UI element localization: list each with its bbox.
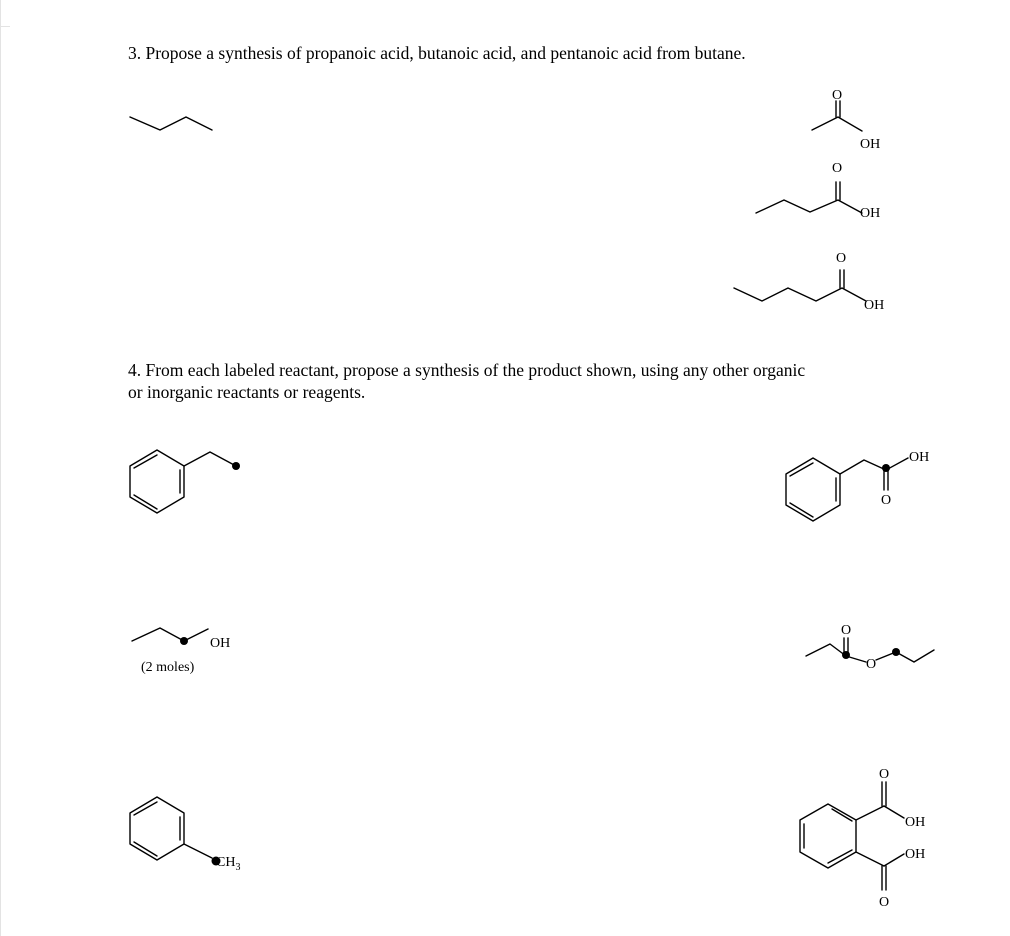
lower-carbonyl-o-label: O — [879, 895, 890, 910]
labeled-carbon-dot — [882, 464, 890, 472]
butanoic-acid-structure — [756, 161, 880, 221]
question-4-line-2: or inorganic reactants or reagents. — [128, 382, 366, 402]
ester-oxygen-label: O — [866, 657, 877, 672]
propanol-reactant — [132, 628, 230, 675]
upper-carbonyl-o-label: O — [879, 767, 890, 782]
upper-oh-label: OH — [905, 815, 926, 830]
methyl-label: $CH_3$ — [216, 855, 241, 873]
phthalic-acid-product — [800, 767, 925, 910]
labeled-carbon-dot — [180, 637, 188, 645]
phenylbutanoic-acid-product — [786, 450, 929, 521]
propyl-propanoate-product — [806, 623, 934, 672]
propanoic-carbonyl-o-label: O — [832, 88, 843, 103]
reactant-oh-label: OH — [210, 636, 231, 651]
pentanoic-oh-label: OH — [864, 298, 885, 313]
toluene-reactant — [130, 797, 240, 873]
lower-oh-label: OH — [905, 847, 926, 862]
propanoic-oh-label: OH — [860, 137, 881, 152]
product-oh-label: OH — [909, 450, 930, 465]
butane-structure — [130, 117, 212, 130]
question-3-text: 3. Propose a synthesis of propanoic acid, butanoic acid, and pentanoic acid from butane. — [128, 43, 746, 63]
ester-carbonyl-o-label: O — [841, 623, 852, 638]
labeled-carbon-dot — [842, 651, 850, 659]
pentanoic-acid-structure — [734, 251, 884, 313]
pentanoic-carbonyl-o-label: O — [836, 251, 847, 266]
propanoic-acid-structure — [812, 88, 880, 152]
labeled-carbon-dot — [232, 462, 240, 470]
question-4-line-1: 4. From each labeled reactant, propose a synthesis of the product shown, using any other organic — [128, 360, 806, 380]
product-carbonyl-o-label: O — [881, 493, 892, 508]
butanoic-carbonyl-o-label: O — [832, 161, 843, 176]
butanoic-oh-label: OH — [860, 206, 881, 221]
propylbenzene-reactant — [130, 450, 240, 513]
two-moles-note: (2 moles) — [141, 660, 195, 675]
labeled-carbon-dot — [892, 648, 900, 656]
